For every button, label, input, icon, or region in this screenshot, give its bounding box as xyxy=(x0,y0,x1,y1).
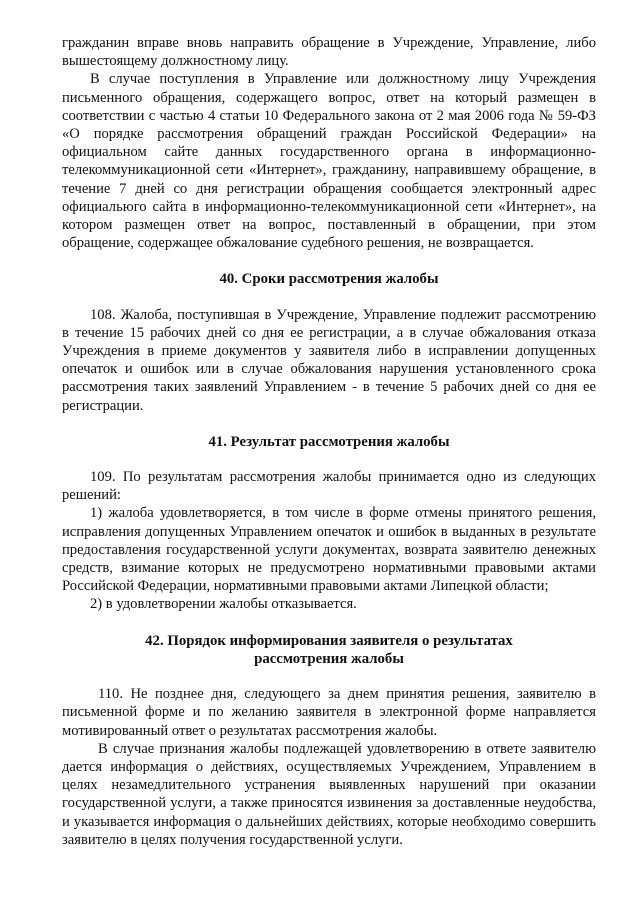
document-page xyxy=(62,34,596,849)
list-item-2: 2) в удовлетворении жалобы отказывается. xyxy=(90,596,357,613)
list-item-1: 1) жалоба удовлетворяется, в том числе в форме отмены принятого решения, исправления допущенных Управлением опечаток и ошибок в выданных в результате предоставления государственной услуги документах, возврата заявителю денежных средств, взимание которых не предусмотрено нормативными правовыми актами Российской Федерации, нормативными правовыми актами Липецкой области; xyxy=(62,505,596,595)
paragraph-109: 109. По результатам рассмотрения жалобы принимается одно из следующих решений: xyxy=(62,469,596,504)
section-41-heading: 41. Результат рассмотрения жалобы xyxy=(208,433,450,450)
paragraph-published-answer: В случае поступления в Управление или должностному лицу Учреждения письменного обращения, содержащего вопрос, ответ на который размещен в соответствии с частью 4 статьи 10 Федерального закона от 2 мая 2006 года № 59-ФЗ «О порядке рассмотрения обращений граждан Российской Федерации» на официальном сайте данных государственного органа в информационно-телекоммуникационной сети «Интернет», гражданину, направившему обращение, в течение 7 дней со дня регистрации обращения сообщается электронный адрес официальюго сайта в информационно-телекоммуникационной сети «Интернет», на котором размещен ответ на вопрос, поставленный в обращении, при этом обращение, содержащее обжалование судебного решения, не возвращается. xyxy=(62,71,596,252)
paragraph-110: 110. Не позднее дня, следующего за днем принятия решения, заявителю в письменной форме и по желанию заявителя в электронной форме направляется мотивированный ответ о результатах рассмотрения жалобы. xyxy=(62,686,596,739)
section-42-heading-line-2: рассмотрения жалобы xyxy=(254,650,404,667)
section-42-heading-line-1: 42. Порядок информирования заявителя о результатах xyxy=(145,632,513,649)
section-42-heading xyxy=(62,632,596,668)
paragraph-108: 108. Жалоба, поступившая в Учреждение, Управление подлежит рассмотрению в течение 15 рабочих дней со дня ее регистрации, а в случае обжалования отказа Учреждения в приеме документов у заявителя либо в исправлении допущенных опечаток и ошибок или в случае обжалования нарушения установленного срока рассмотрения таких заявлений Управлением - в течение 5 рабочих дней со дня ее регистрации. xyxy=(62,306,596,414)
paragraph-continuation: гражданин вправе вновь направить обращение в Учреждение, Управление, либо вышестоящему должностному лицу. xyxy=(62,35,596,70)
section-40-heading: 40. Сроки рассмотрения жалобы xyxy=(219,271,439,288)
paragraph-satisfaction-response: В случае признания жалобы подлежащей удовлетворению в ответе заявителю дается информация о действиях, осуществляемых Учреждением, Управлением в целях незамедлительного устранения выявленных нарушений при оказании государственной услуги, а также приносятся извинения за доставленные неудобства, и указывается информация о дальнейших действиях, которые необходимо совершить заявителю в целях получения государственной услуги. xyxy=(62,740,596,848)
